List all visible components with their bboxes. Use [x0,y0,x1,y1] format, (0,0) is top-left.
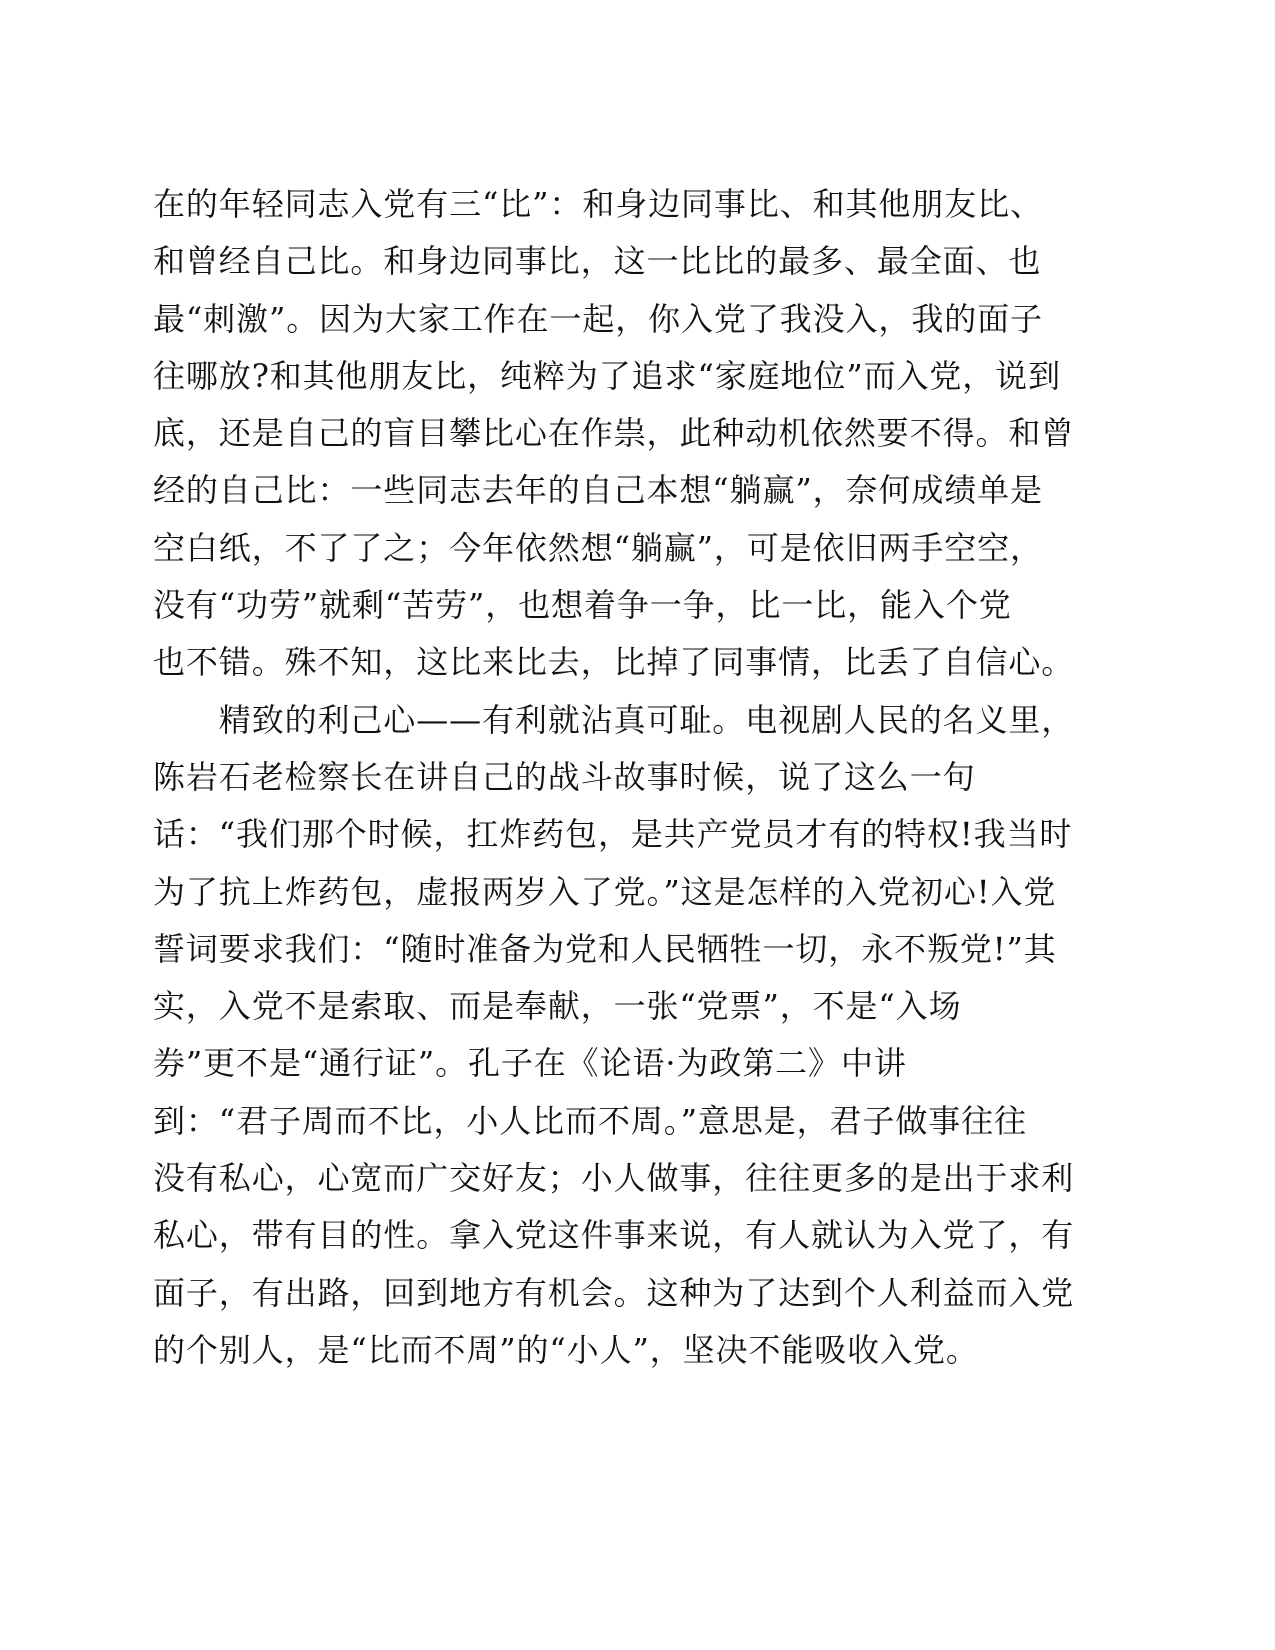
text-line: 和曾经自己比。和身边同事比，这一比比的最多、最全面、也 [153,242,1042,281]
paragraph-start-line: 精致的利己心——有利就沾真可耻。电视剧人民的名义里， [153,700,1075,739]
text-line: 陈岩石老检察长在讲自己的战斗故事时候，说了这么一句 [153,757,976,796]
text-line: 空白纸，不了了之；今年依然想“躺赢”，可是依旧两手空空， [153,528,1043,567]
text-line: 底，还是自己的盲目攀比心在作祟，此种动机依然要不得。和曾 [153,414,1075,453]
text-line: 到：“君子周而不比，小人比而不周。”意思是，君子做事往往 [153,1101,1027,1140]
text-line: 面子，有出路，回到地方有机会。这种为了达到个人利益而入党 [153,1273,1075,1312]
text-line: 私心，带有目的性。拿入党这件事来说，有人就认为入党了，有 [153,1216,1075,1255]
text-line: 券”更不是“通行证”。孔子在《论语·为政第二》中讲 [153,1044,907,1083]
text-line: 最“刺激”。因为大家工作在一起，你入党了我没入，我的面子 [153,299,1043,338]
text-line: 没有“功劳”就剩“苦劳”，也想着争一争，比一比，能入个党 [153,586,1012,625]
text-line: 往哪放?和其他朋友比，纯粹为了追求“家庭地位”而入党，说到 [153,356,1061,395]
text-line: 实，入党不是索取、而是奉献，一张“党票”，不是“入场 [153,987,962,1026]
text-line: 也不错。殊不知，这比来比去，比掉了同事情，比丢了自信心。 [153,643,1075,682]
text-line: 没有私心，心宽而广交好友；小人做事，往往更多的是出于求利 [153,1159,1075,1198]
text-line: 经的自己比：一些同志去年的自己本想“躺赢”，奈何成绩单是 [153,471,1043,510]
body-text [153,176,1113,1379]
text-line: 在的年轻同志入党有三“比”：和身边同事比、和其他朋友比、 [153,185,1043,223]
text-line: 誓词要求我们：“随时准备为党和人民牺牲一切，永不叛党!”其 [153,929,1057,968]
text-line: 为了抗上炸药包，虚报两岁入了党。”这是怎样的入党初心!入党 [153,872,1057,911]
text-line: 话：“我们那个时候，扛炸药包，是共产党员才有的特权!我当时 [153,815,1073,854]
text-line: 的个别人，是“比而不周”的“小人”，坚决不能吸收入党。 [153,1330,979,1369]
